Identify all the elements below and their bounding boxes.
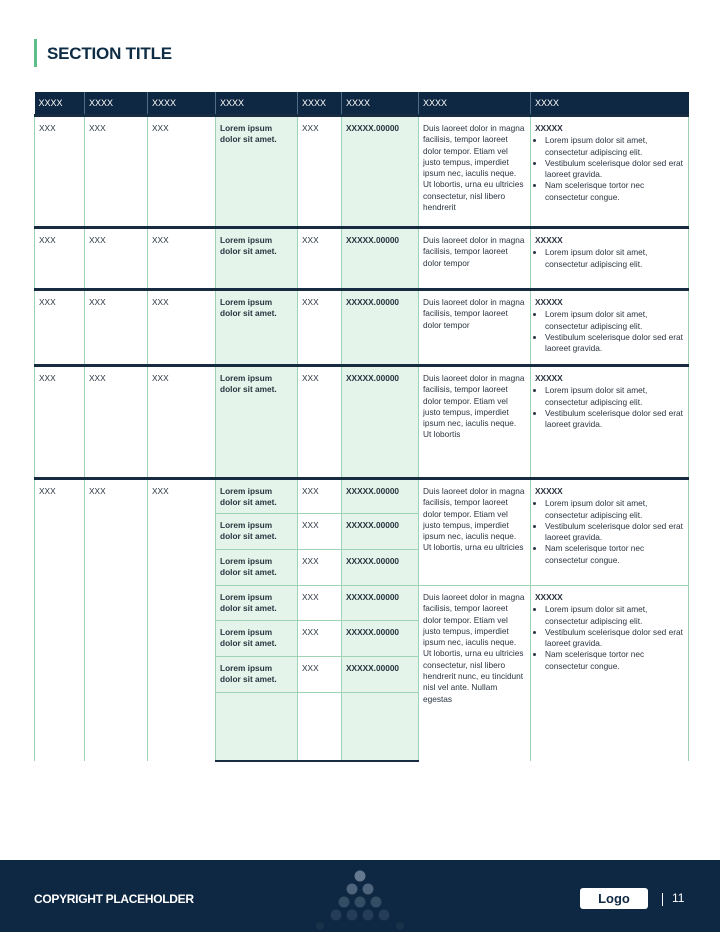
description-cell: Duis laoreet dolor in magna facilisis, tempor laoreet dolor tempor <box>419 228 531 290</box>
table-cell: Lorem ipsum dolor sit amet. <box>216 586 298 621</box>
table-row <box>35 290 689 366</box>
data-table <box>34 92 689 762</box>
title-accent-bar <box>34 39 37 67</box>
notes-heading: XXXXX <box>535 235 563 245</box>
table-cell: XXX <box>298 228 342 290</box>
notes-cell <box>531 586 689 761</box>
table-row <box>35 479 689 514</box>
list-item: • Lorem ipsum dolor sit amet, consectetur adipiscing elit. <box>545 385 684 408</box>
notes-heading: XXXXX <box>535 297 563 307</box>
list-item: • Vestibulum scelerisque dolor sed erat laoreet gravida. <box>545 332 684 355</box>
description-cell: Duis laoreet dolor in magna facilisis, tempor laoreet dolor tempor <box>419 290 531 366</box>
table-cell: XXXXX.00000 <box>342 657 419 693</box>
page-number: 11 <box>672 891 685 905</box>
table-cell: XXX <box>148 116 216 228</box>
table-cell-empty <box>298 693 342 761</box>
table-cell: Lorem ipsum dolor sit amet. <box>216 621 298 657</box>
description-cell: Duis laoreet dolor in magna facilisis, tempor laoreet dolor tempor. Etiam vel justo tempus, imperdiet ipsum nec, iaculis neque. Ut lobortis, urna eu ultricies consectetur, nisl libero hendrerit <box>419 116 531 228</box>
table-cell: XXX <box>298 366 342 479</box>
notes-heading: XXXXX <box>535 373 563 383</box>
table-row <box>35 228 689 290</box>
table-cell-empty <box>216 693 298 761</box>
footer <box>0 860 720 932</box>
table-cell: XXX <box>85 366 148 479</box>
list-item: • Lorem ipsum dolor sit amet, consectetur adipiscing elit. <box>545 498 684 521</box>
list-item: • Lorem ipsum dolor sit amet, consectetur adipiscing elit. <box>545 309 684 332</box>
table-cell: Lorem ipsum dolor sit amet. <box>216 514 298 550</box>
table-cell: XXX <box>35 116 85 228</box>
copyright-text: COPYRIGHT PLACEHOLDER <box>34 892 194 906</box>
table-cell: XXX <box>148 228 216 290</box>
notes-list <box>535 385 684 430</box>
table-cell: XXX <box>35 479 85 761</box>
table-cell: XXX <box>85 479 148 761</box>
table-cell: XXX <box>298 290 342 366</box>
table-cell: Lorem ipsum dolor sit amet. <box>216 228 298 290</box>
column-header: XXXX <box>342 92 419 116</box>
notes-heading: XXXXX <box>535 592 563 602</box>
table-cell: Lorem ipsum dolor sit amet. <box>216 657 298 693</box>
notes-cell <box>531 290 689 366</box>
table-cell: XXXXX.00000 <box>342 290 419 366</box>
table-cell: XXX <box>298 116 342 228</box>
column-header: XXXX <box>148 92 216 116</box>
table-cell: XXX <box>298 586 342 621</box>
table-cell: XXX <box>148 479 216 761</box>
table-row <box>35 116 689 228</box>
table-cell: XXX <box>35 228 85 290</box>
table-cell: XXXXX.00000 <box>342 586 419 621</box>
list-item: • Vestibulum scelerisque dolor sed erat laoreet gravida. <box>545 521 684 544</box>
list-item: • Lorem ipsum dolor sit amet, consectetur adipiscing elit. <box>545 135 684 158</box>
table-cell: XXX <box>35 366 85 479</box>
table-row <box>35 366 689 479</box>
footer-divider <box>662 893 663 906</box>
table-cell: XXX <box>35 290 85 366</box>
table-cell: Lorem ipsum dolor sit amet. <box>216 479 298 514</box>
table-cell: XXXXX.00000 <box>342 366 419 479</box>
notes-heading: XXXXX <box>535 123 563 133</box>
description-cell: Duis laoreet dolor in magna facilisis, tempor laoreet dolor tempor. Etiam vel justo tempus, imperdiet ipsum nec, iaculis neque. Ut lobortis, urna eu ultricies consectetur, nisl libero hendrerit nunc, eu tincidunt nisl vel ante. Nullam egestas <box>419 586 531 761</box>
notes-list <box>535 309 684 354</box>
notes-list <box>535 135 684 203</box>
list-item: • Vestibulum scelerisque dolor sed erat laoreet gravida. <box>545 158 684 181</box>
notes-list <box>535 604 684 672</box>
dot-pattern-decoration <box>312 870 408 930</box>
description-cell: Duis laoreet dolor in magna facilisis, tempor laoreet dolor tempor. Etiam vel justo tempus, imperdiet ipsum nec, iaculis neque. Ut lobortis, urna eu ultricies <box>419 479 531 586</box>
table-cell: XXX <box>298 550 342 586</box>
table-cell: XXXXX.00000 <box>342 228 419 290</box>
table-cell: XXX <box>148 290 216 366</box>
list-item: • Vestibulum scelerisque dolor sed erat laoreet gravida. <box>545 408 684 431</box>
list-item: • Lorem ipsum dolor sit amet, consectetur adipiscing elit. <box>545 604 684 627</box>
column-header: XXXX <box>531 92 689 116</box>
table-cell: XXX <box>298 657 342 693</box>
table-cell: XXX <box>148 366 216 479</box>
table-cell: XXXXX.00000 <box>342 479 419 514</box>
logo: Logo <box>580 888 648 909</box>
table-cell: XXXXX.00000 <box>342 116 419 228</box>
list-item: • Vestibulum scelerisque dolor sed erat laoreet gravida. <box>545 627 684 650</box>
column-header: XXXX <box>419 92 531 116</box>
table-cell: XXXXX.00000 <box>342 514 419 550</box>
table-cell-empty <box>342 693 419 761</box>
table-header-row <box>35 92 689 116</box>
table-cell: XXX <box>298 514 342 550</box>
description-cell: Duis laoreet dolor in magna facilisis, tempor laoreet dolor tempor. Etiam vel justo tempus, imperdiet ipsum nec, iaculis neque. Ut lobortis <box>419 366 531 479</box>
table-cell: XXX <box>85 116 148 228</box>
table-cell: XXXXX.00000 <box>342 550 419 586</box>
column-header: XXXX <box>85 92 148 116</box>
table-cell: XXX <box>85 290 148 366</box>
table-cell: Lorem ipsum dolor sit amet. <box>216 366 298 479</box>
notes-list <box>535 247 684 270</box>
column-header: XXXX <box>35 92 85 116</box>
table-cell: Lorem ipsum dolor sit amet. <box>216 290 298 366</box>
list-item: • Nam scelerisque tortor nec consectetur congue. <box>545 649 684 672</box>
table-cell: XXX <box>298 621 342 657</box>
notes-heading: XXXXX <box>535 486 563 496</box>
list-item: • Nam scelerisque tortor nec consectetur congue. <box>545 180 684 203</box>
table-cell: Lorem ipsum dolor sit amet. <box>216 550 298 586</box>
table-cell: XXX <box>298 479 342 514</box>
list-item: • Nam scelerisque tortor nec consectetur congue. <box>545 543 684 566</box>
notes-cell <box>531 479 689 586</box>
table-cell: XXXXX.00000 <box>342 621 419 657</box>
notes-cell <box>531 116 689 228</box>
table-cell: XXX <box>85 228 148 290</box>
notes-cell <box>531 228 689 290</box>
column-header: XXXX <box>216 92 298 116</box>
column-header: XXXX <box>298 92 342 116</box>
notes-cell <box>531 366 689 479</box>
section-title: SECTION TITLE <box>47 44 172 63</box>
notes-list <box>535 498 684 566</box>
list-item: • Lorem ipsum dolor sit amet, consectetur adipiscing elit. <box>545 247 684 270</box>
table-cell: Lorem ipsum dolor sit amet. <box>216 116 298 228</box>
